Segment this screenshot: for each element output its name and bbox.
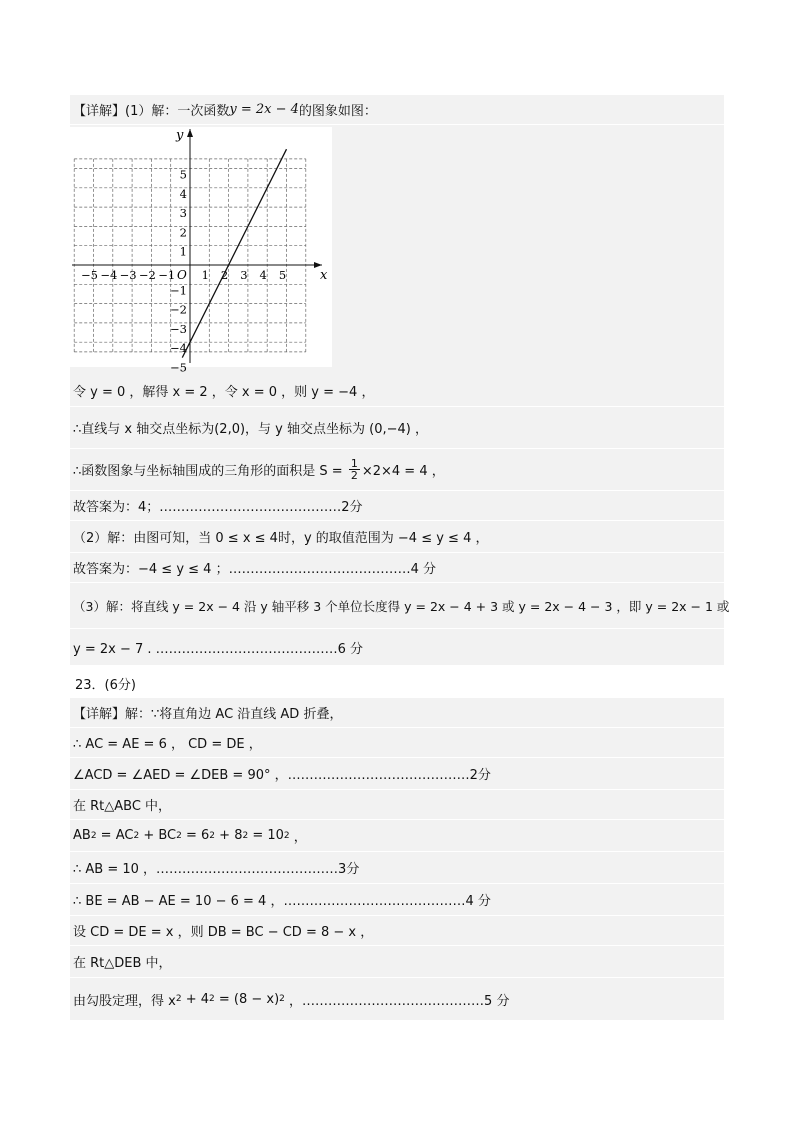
y-axis-label: y [176, 128, 184, 143]
solution-line-area: ∴函数图象与坐标轴围成的三角形的面积是 S = $\frac{1}{2}$ ×2×4 = 4 ， [70, 449, 724, 491]
solution2-line-10: 由勾股定理，得 x 2 + 4 2 = (8 − x) 2 ，……………………………………5 分 [73, 991, 510, 1009]
solution-header-row [70, 95, 724, 125]
solution-line-intercepts: 令 y = 0 ，解得 x = 2 ，令 x = 0 ，则 y = −4 ， [70, 375, 724, 407]
y-tick-label: −2 [170, 302, 187, 317]
solution2-line-6: ∴ AB = 10 ，……………………………………3分 [70, 852, 724, 884]
solution-line-points: ∴直线与 x 轴交点坐标为(2,0)，与 y 轴交点坐标为 (0,−4) ， [70, 407, 724, 449]
x-tick-label: −5 [81, 268, 98, 282]
solution2-line-4: 在 Rt△ABC 中， [70, 790, 724, 820]
header-tail: 的图象如图： [298, 104, 377, 119]
y-tick-label: −4 [170, 341, 187, 356]
solution-line-part-3-cont: y = 2x − 7 . ……………………………………6 分 [70, 629, 724, 666]
y-tick-label: −1 [170, 283, 187, 298]
solution-line-answer-1: 故答案为：4；……………………………………2分 [70, 491, 724, 521]
y-tick-label: 1 [179, 244, 187, 259]
origin-label: O [177, 268, 187, 282]
y-axis-arrow [187, 129, 193, 137]
solution2-line-2: ∴ AC = AE = 6 ， CD = DE ， [70, 728, 724, 758]
x-tick-label: 5 [278, 268, 287, 282]
y-tick-label: −3 [170, 321, 187, 336]
function-graph-svg [70, 127, 332, 375]
x-tick-label: 1 [201, 268, 209, 282]
solution2-line-7: ∴ BE = AB − AE = 10 − 6 = 4 ，……………………………………4 分 [70, 884, 724, 916]
header-function: y = 2x − 4 [229, 102, 299, 117]
solution-line-part-2: （2）解：由图可知，当 0 ≤ x ≤ 4时，y 的取值范围为 −4 ≤ y ≤ 4 ， [70, 521, 724, 553]
solution-line-part-3: （3）解：将直线 y = 2x − 4 沿 y 轴平移 3 个单位长度得 y = 2x − 4 + 3 或 y = 2x − 4 − 3 ，即 y = 2x − 1 或 [70, 583, 724, 629]
x-tick-label: −2 [138, 268, 156, 282]
function-graph [70, 127, 332, 375]
x-tick-label: −1 [158, 268, 176, 282]
solution2-line-1: 【详解】解：∵将直角边 AC 沿直线 AD 折叠， [70, 698, 724, 728]
solution2-line-8: 设 CD = DE = x ，则 DB = BC − CD = 8 − x ， [70, 916, 724, 946]
solution2-line-3: ∠ACD = ∠AED = ∠DEB = 90° ，……………………………………2分 [70, 758, 724, 790]
y-tick-label: −5 [170, 360, 187, 375]
question-23-label: 23．(6分) [75, 678, 136, 693]
fraction-half: $\frac{1}{2}$ [350, 457, 358, 482]
y-tick-label: 4 [179, 186, 187, 201]
solution-block-2 [70, 698, 724, 1020]
header-text: 【详解】(1）解：一次函数 [73, 104, 230, 119]
x-tick-label: 3 [240, 268, 248, 282]
x-axis-label: x [320, 268, 328, 283]
solution-line-answer-2: 故答案为：−4 ≤ y ≤ 4 ；……………………………………4 分 [70, 553, 724, 583]
y-tick-label: 2 [179, 225, 187, 240]
function-line [179, 149, 286, 357]
x-tick-label: 2 [220, 268, 229, 282]
solution-block-1 [70, 95, 730, 666]
x-tick-label: −4 [100, 268, 118, 282]
y-tick-label: 3 [179, 206, 187, 221]
x-tick-label: −3 [119, 268, 137, 282]
x-tick-label: 4 [259, 268, 267, 282]
y-tick-label: 5 [179, 167, 187, 182]
solution2-line-9: 在 Rt△DEB 中， [70, 946, 724, 978]
solution2-line-5: AB 2 = AC 2 + BC 2 = 6 2 + 8 2 = 10 2 ， [70, 820, 724, 852]
